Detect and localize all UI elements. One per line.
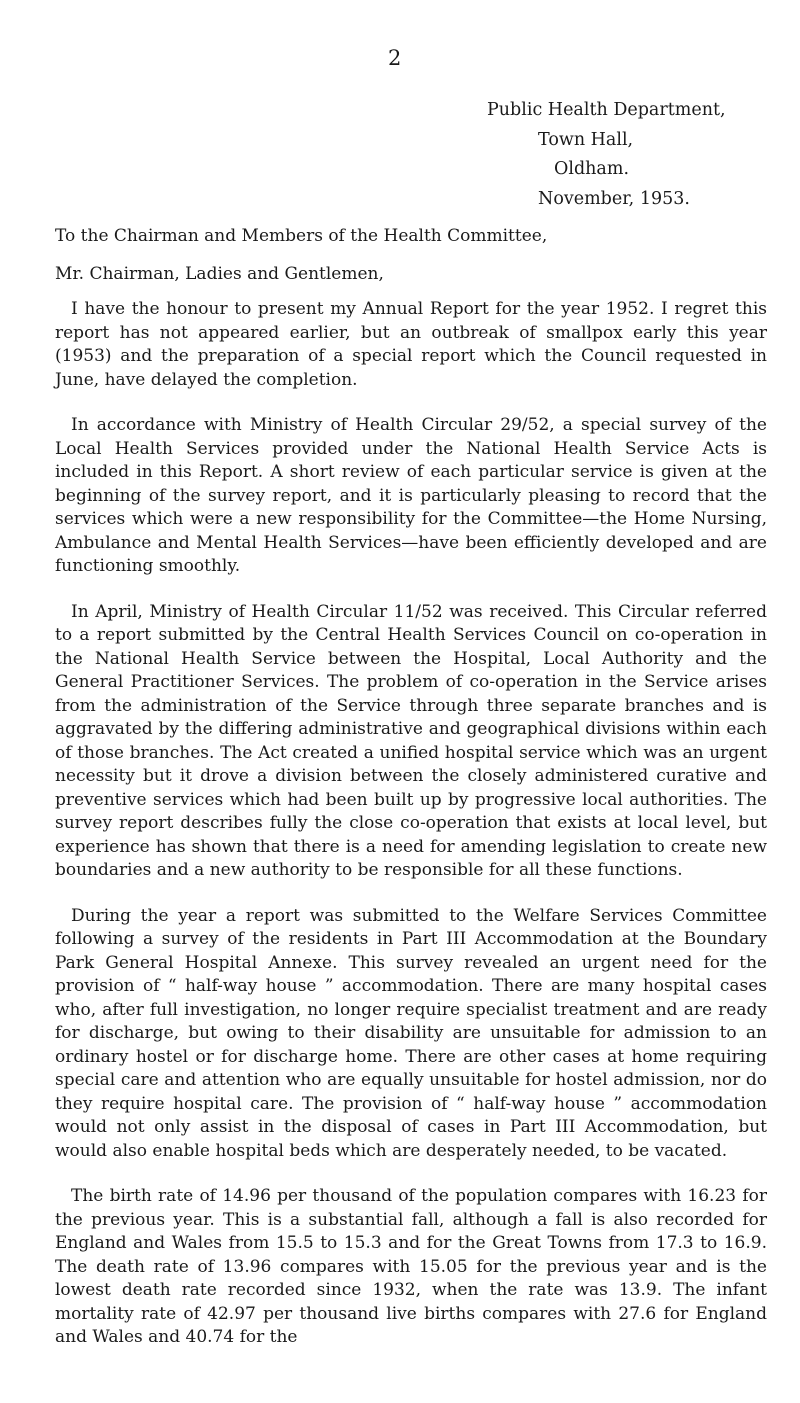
paragraph-introduction: I have the honour to present my Annual Report for the year 1952. I regret this report has not appeared earlier, but an outbreak of smallpox early this year (1953) and the preparation of a special report which the Council requested in June, have delayed the completion. — [55, 299, 767, 390]
sender-address — [487, 96, 726, 214]
paragraph-half-way-house: During the year a report was submitted to the Welfare Services Committee following a survey of the residents in Part III Accommodation at the Boundary Park General Hospital Annexe. This survey revealed an urgent need for the provision of “ half-way house ” accommodation. There are many hospital cases who, after full investigation, no longer require specialist treatment and are ready for discharge, but owing to their disability are unsuitable for admission to an ordinary hostel or for discharge home. There are other cases at home requiring special care and attention who are equally unsuitable for hostel admission, nor do they require hospital care. The provision of “ half-way house ” accommodation would not only assist in the disposal of cases in Part III Accommodation, but would also enable hospital beds which are desperately needed, to be vacated. — [55, 905, 767, 1161]
address-town: Oldham. — [554, 159, 630, 179]
address-building: Town Hall, — [538, 129, 634, 150]
address-date: November, 1953. — [538, 188, 690, 209]
paragraph-vital-statistics: The birth rate of 14.96 per thousand of the population compares with 16.23 for the previous year. This is a substantial fall, although a fall is also recorded for England and Wales from 15.5 to 15.3 and for the Great Towns from 17.3 to 16.9. The death rate of 13.96 compares with 15.05 for the previous year and is the lowest death rate recorded since 1932, when the rate was 13.9. The infant mortality rate of 42.97 per thousand live births compares with 27.6 for England and Wales and 40.74 for the — [55, 1186, 767, 1347]
page-number: 2 — [388, 46, 402, 70]
address-department: Public Health Department, — [487, 100, 726, 120]
greeting-line: Mr. Chairman, Ladies and Gentlemen, — [55, 263, 384, 284]
paragraph-survey: In accordance with Ministry of Health Circular 29/52, a special survey of the Local Health Services provided under the National Health Service Acts is included in this Report. A short review of each particular service is given at the beginning of the survey report, and it is particularly pleasing to record that the services which were a new responsibility for the Committee—the Home Nursing, Ambulance and Mental Health Services—have been efficiently developed and are functioning smoothly. — [55, 415, 767, 576]
paragraph-cooperation: In April, Ministry of Health Circular 11/52 was received. This Circular referred to a report submitted by the Central Health Services Council on co-operation in the National Health Service between the Hospital, Local Authority and the General Practitioner Services. The problem of co-operation in the Service arises from the administration of the Service through three separate branches and is aggravated by the differing administrative and geographical divisions within each of those branches. The Act created a unified hospital service which was an urgent necessity but it drove a division between the closely administered curative and preventive services which had been built up by progressive local authorities. The survey report describes fully the close co-operation that exists at local level, but experience has shown that there is a need for amending legislation to create new boundaries and a new authority to be responsible for all these functions. — [55, 601, 767, 880]
addressee-line: To the Chairman and Members of the Health Committee, — [55, 226, 548, 246]
letter-body — [55, 225, 767, 1372]
